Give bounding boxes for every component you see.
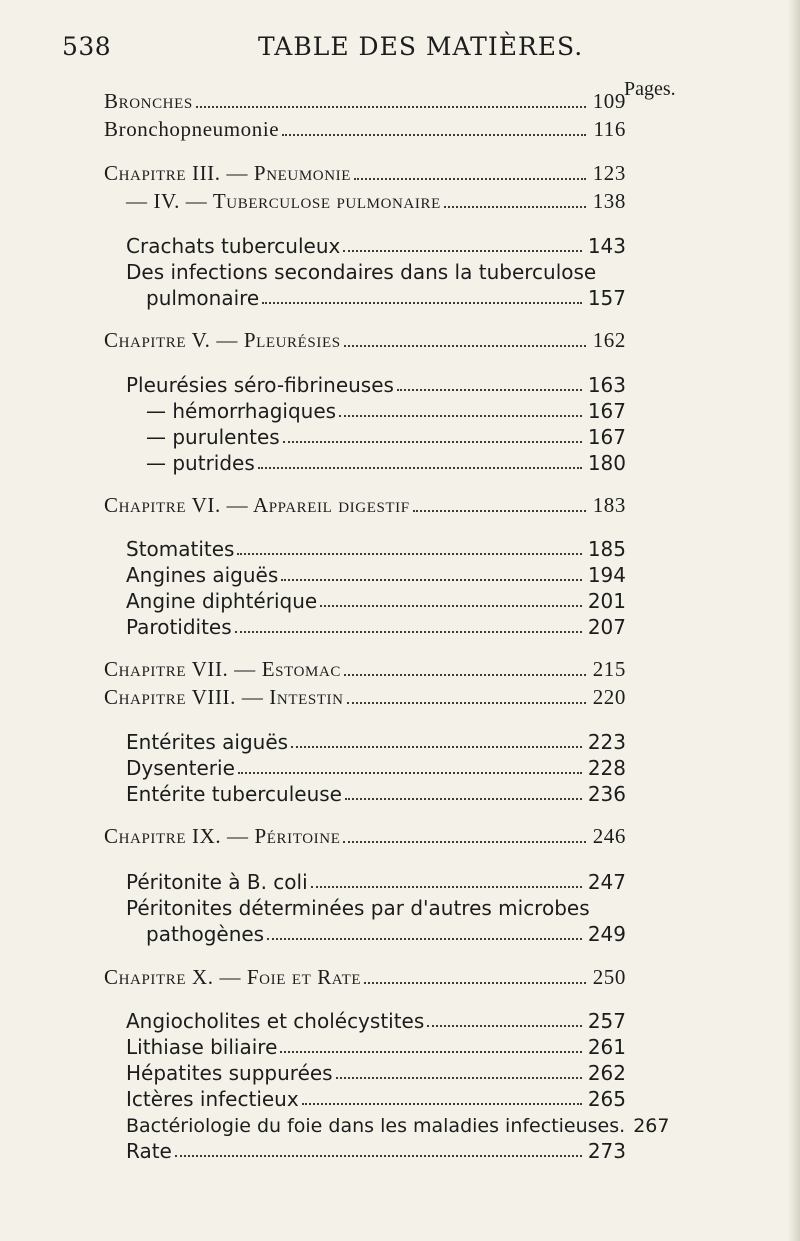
toc-entry-continuation: [146, 918, 626, 946]
toc-entry-title: Rate: [126, 1139, 172, 1163]
dot-leader: [281, 579, 582, 581]
dot-leader: [262, 302, 582, 304]
toc-entry-page: 185: [587, 537, 626, 561]
toc-entry-title: Stomatites: [126, 537, 235, 561]
dot-leader: [413, 510, 586, 512]
toc-entry: [126, 778, 626, 806]
toc-entry-title: pathogènes: [146, 922, 265, 946]
toc-entry-page: 157: [587, 286, 626, 310]
toc-entry-page: 163: [587, 373, 626, 397]
toc-entry: [104, 114, 626, 142]
dot-leader: [427, 1025, 582, 1027]
pages-column-label: Pages.: [624, 78, 676, 100]
toc-entry-page: 167: [587, 399, 626, 423]
toc-entry-page: 247: [587, 870, 626, 894]
toc-entry-page: 138: [592, 189, 626, 213]
toc-entry: [126, 559, 626, 587]
page-number: 538: [62, 32, 112, 61]
dot-leader: [345, 798, 582, 800]
toc-entry: [126, 1109, 670, 1137]
toc-entry-page: 109: [592, 89, 626, 113]
toc-entry-page: 207: [587, 615, 626, 639]
toc-entry-title: Crachats tuberculeux: [126, 234, 341, 258]
toc-entry: [126, 726, 626, 754]
toc-entry-title: Chapitre III. — Pneumonie: [104, 161, 351, 185]
toc-entry-page: 220: [592, 685, 626, 709]
toc-entry-title: — putrides: [146, 451, 255, 475]
toc-entry-title: Chapitre IX. — Péritoine: [104, 824, 341, 848]
toc-entry: [126, 230, 626, 258]
running-title: TABLE DES MATIÈRES.: [258, 32, 584, 61]
dot-leader: [283, 441, 582, 443]
toc-entry-page: 249: [587, 922, 626, 946]
toc-entry: [126, 1031, 626, 1059]
toc-entry-page: 116: [593, 117, 626, 141]
toc-entry-title: Entérite tuberculeuse: [126, 782, 342, 806]
dot-leader: [280, 1051, 581, 1053]
toc-entry-title: Chapitre VI. — Appareil digestif: [104, 493, 410, 517]
toc-entry: [126, 892, 626, 920]
toc-chapter-heading: [104, 490, 626, 518]
toc-chapter-heading: [126, 186, 626, 214]
dot-leader: [347, 702, 586, 704]
dot-leader: [364, 982, 586, 984]
toc-entry-title: Péritonites déterminées par d'autres microbes: [126, 896, 590, 920]
toc-entry-page: 257: [587, 1009, 626, 1033]
toc-entry: [126, 256, 626, 284]
toc-chapter-heading: [104, 682, 626, 710]
toc-entry-page: 246: [592, 824, 626, 848]
toc-entry-page: 250: [592, 965, 626, 989]
toc-entry: [126, 1005, 626, 1033]
toc-entry-title: Parotidites: [126, 615, 232, 639]
toc-entry: [126, 611, 626, 639]
toc-entry-title: Entérites aiguës: [126, 730, 289, 754]
dot-leader: [336, 1077, 582, 1079]
toc-entry: [104, 86, 626, 114]
toc-entry-page: 223: [587, 730, 626, 754]
toc-entry-title: — purulentes: [146, 425, 280, 449]
dot-leader: [258, 467, 582, 469]
toc-entry: [146, 395, 626, 423]
dot-leader: [397, 389, 582, 391]
toc-entry-title: Ictères infectieux: [126, 1087, 299, 1111]
dot-leader: [339, 415, 582, 417]
dot-leader: [196, 106, 586, 108]
toc-entry-page: 236: [587, 782, 626, 806]
toc-entry-title: Angines aiguës: [126, 563, 279, 587]
toc-entry-title: Chapitre V. — Pleurésies: [104, 328, 341, 352]
toc-entry-page: 215: [592, 657, 626, 681]
toc-chapter-heading: [104, 962, 626, 990]
toc-entry: [126, 369, 626, 397]
page-edge: [788, 0, 800, 1241]
toc-chapter-heading: [104, 654, 626, 682]
toc-entry: [126, 752, 626, 780]
toc-entry-continuation: [146, 282, 626, 310]
toc-chapter-heading: [104, 325, 626, 353]
toc-entry-title: pulmonaire: [146, 286, 260, 310]
dot-leader: [235, 631, 582, 633]
toc-entry: [126, 866, 626, 894]
toc-entry-title: Chapitre VII. — Estomac: [104, 657, 341, 681]
page-header: [62, 28, 622, 68]
dot-leader: [444, 206, 586, 208]
toc-entry-title: Bronches: [104, 89, 193, 113]
toc-entry-title: Dysenterie: [126, 756, 235, 780]
dot-leader: [344, 345, 586, 347]
dot-leader: [344, 674, 586, 676]
dot-leader: [238, 772, 582, 774]
toc-entry: [126, 1083, 626, 1111]
toc-entry: [146, 421, 626, 449]
toc-entry-page: 183: [592, 493, 626, 517]
toc-entry: [126, 1135, 626, 1163]
toc-entry-title: Hépatites suppurées: [126, 1061, 333, 1085]
toc-entry-page: 261: [587, 1035, 626, 1059]
toc-entry-title: Pleurésies séro-fibrineuses: [126, 373, 394, 397]
dot-leader: [237, 553, 581, 555]
toc-entry-title: — IV. — Tuberculose pulmonaire: [126, 189, 441, 213]
toc-entry-page: 267: [633, 1115, 670, 1137]
toc-chapter-heading: [104, 821, 626, 849]
dot-leader: [267, 938, 582, 940]
toc-chapter-heading: [104, 158, 626, 186]
toc-entry-page: 201: [587, 589, 626, 613]
dot-leader: [311, 886, 582, 888]
toc-entry-title: Angine diphtérique: [126, 589, 318, 613]
toc-entry: [146, 447, 626, 475]
toc-entry-title: Angiocholites et cholécystites: [126, 1009, 425, 1033]
toc-entry-page: 123: [592, 161, 626, 185]
toc-entry-title: Des infections secondaires dans la tuberculose: [126, 260, 597, 284]
toc-entry-page: 180: [587, 451, 626, 475]
dot-leader: [282, 134, 586, 136]
toc-entry-title: Chapitre VIII. — Intestin: [104, 685, 344, 709]
dot-leader: [354, 178, 586, 180]
toc-entry-page: 265: [587, 1087, 626, 1111]
toc-entry-page: 228: [587, 756, 626, 780]
toc-entry-title: Chapitre X. — Foie et Rate: [104, 965, 362, 989]
dot-leader: [343, 841, 586, 843]
dot-leader: [343, 250, 581, 252]
toc-entry-page: 194: [587, 563, 626, 587]
dot-leader: [291, 746, 582, 748]
toc-entry-title: Bactériologie du foie dans les maladies infectieuses.: [126, 1115, 626, 1137]
toc-entry-title: — hémorrhagiques: [146, 399, 337, 423]
toc-entry-page: 273: [587, 1139, 626, 1163]
toc-entry-title: Péritonite à B. coli: [126, 870, 308, 894]
dot-leader: [302, 1103, 582, 1105]
toc-entry-page: 262: [587, 1061, 626, 1085]
toc-entry-page: 162: [592, 328, 626, 352]
toc-entry: [126, 585, 626, 613]
toc-entry-page: 167: [587, 425, 626, 449]
toc-entry-title: Bronchopneumonie: [104, 117, 280, 141]
dot-leader: [320, 605, 582, 607]
toc-entry-title: Lithiase biliaire: [126, 1035, 278, 1059]
toc-entry: [126, 1057, 626, 1085]
toc-entry-page: 143: [587, 234, 626, 258]
dot-leader: [175, 1155, 582, 1157]
toc-entry: [126, 533, 626, 561]
